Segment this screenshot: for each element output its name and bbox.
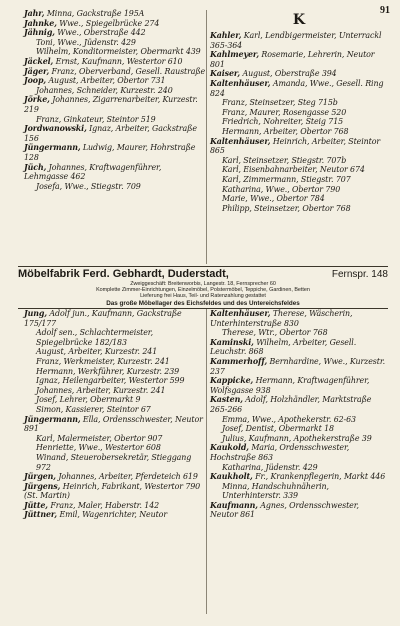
entry-surname: Kappicke, — [210, 376, 254, 386]
entry-details: Johannes, Schneider, Kurzestr. 240 — [36, 85, 173, 95]
entry-details: Adolf, Holzhändler, Marktstraße 265-266 — [210, 395, 372, 414]
entry-details: Winand, Steuerobersekretär, Stieggang 972 — [36, 452, 192, 472]
entry-details: Toni, Wwe., Jüdenstr. 429 — [36, 37, 136, 47]
directory-entry — [210, 501, 388, 520]
directory-entry — [210, 482, 388, 501]
directory-entry — [24, 182, 206, 192]
section-letter: K — [292, 12, 306, 28]
entry-details: Wwe., Spiegelbrücke 274 — [56, 18, 160, 28]
entry-details: Johannes, Zigarrenarbeiter, Kurzestr. 219 — [24, 95, 198, 114]
entry-surname: Jüngermann, — [24, 414, 81, 424]
directory-entry — [24, 124, 206, 143]
column-divider-top — [206, 10, 207, 264]
entry-details: Fr., Krankenpflegerin, Markt 446 — [252, 472, 386, 482]
entry-details: Simon, Kassierer, Steintor 67 — [36, 404, 151, 414]
entry-details: Emil, Wagenrichter, Neutor — [57, 510, 167, 520]
ad-line-1: Zweiggeschäft: Breitenworbis, Langestr. 18, Fernsprecher 60 — [130, 281, 276, 287]
entry-surname: Jüngermann, — [24, 143, 81, 153]
entry-details: August, Oberstraße 394 — [240, 69, 337, 79]
entry-surname: Kaminski, — [210, 337, 254, 347]
directory-entry — [24, 163, 206, 182]
directory-entry — [24, 434, 206, 444]
directory-entry — [210, 108, 388, 118]
entry-details: Adolf sen., Schlachtermeister, Spiegelbrücke 182/183 — [36, 328, 154, 347]
entry-details: Marie, Wwe., Obertor 784 — [222, 194, 325, 204]
ad-line-3: Lieferung frei Haus, Teil- und Ratenzahlung gestattet — [140, 293, 266, 300]
directory-entry — [24, 28, 206, 38]
ad-line-2: Komplette Zimmer-Einrichtungen, Einzelmöbel, Polstermöbel, Teppiche, Gardinen, Betten — [96, 287, 310, 294]
directory-entry — [210, 31, 388, 50]
entry-details: Therese, Wäscherin, Unterhinterstraße 830 — [210, 309, 353, 328]
directory-entry — [210, 98, 388, 108]
entry-details: Ignaz, Arbeiter, Gackstraße 156 — [24, 124, 197, 143]
entry-details: Hermann, Arbeiter, Obertor 768 — [222, 126, 349, 136]
directory-entry — [24, 453, 206, 472]
page-number: 91 — [380, 5, 390, 16]
entry-details: Josef, Dentist, Obermarkt 18 — [222, 424, 334, 434]
directory-entry — [24, 357, 206, 367]
entry-surname: Kaiser, — [210, 69, 241, 79]
entry-details: Ernst, Kaufmann, Westertor 610 — [53, 56, 183, 66]
entry-surname: Jahr, — [24, 9, 45, 18]
entry-details: Ella, Ordensschwester, Neutor 891 — [24, 414, 203, 434]
directory-entry — [210, 185, 388, 195]
entry-surname: Jürgen, — [24, 472, 56, 482]
entry-surname: Kahler, — [210, 31, 242, 40]
directory-entry — [210, 204, 388, 214]
directory-entry — [24, 405, 206, 415]
directory-entry — [24, 386, 206, 396]
entry-details: Franz, Maler, Haberstr. 142 — [47, 500, 160, 510]
directory-entry — [24, 328, 206, 347]
column-top-right-entries — [210, 31, 388, 213]
entry-surname: Kaufmann, — [210, 500, 258, 510]
directory-entry — [24, 501, 206, 511]
directory-entry — [210, 338, 388, 357]
entry-surname: Jüttner, — [24, 510, 58, 520]
column-top-right — [210, 9, 388, 213]
entry-details: Franz, Oberverband, Gesell. Raustraße — [49, 66, 206, 76]
directory-entry — [24, 143, 206, 162]
entry-details: Henriette, Wwe., Westertor 608 — [36, 443, 161, 453]
directory-entry — [210, 472, 388, 482]
directory-entry — [24, 309, 206, 328]
entry-details: Karl, Zimmermann, Stiegstr. 707 — [222, 174, 351, 184]
directory-entry — [210, 443, 388, 462]
directory-entry — [24, 86, 206, 96]
entry-details: Hermann, Kraftwagenführer, Wolfsgasse 938 — [210, 376, 370, 395]
entry-details: Franz, Ginkateur, Steintor 519 — [36, 114, 156, 124]
ad-slogan: Das große Möbellager des Eichsfeldes und des Untereichsfeldes — [106, 300, 300, 307]
entry-surname: Kaltenhäuser, — [210, 78, 271, 88]
entry-details: Wilhelm, Arbeiter, Gesell. Leuchstr. 868 — [210, 337, 357, 357]
entry-details: Amanda, Wwe., Gesell. Ring 824 — [210, 78, 384, 98]
entry-surname: Jähnig, — [24, 28, 55, 38]
entry-details: Maria, Ordensschwester, Hochstraße 863 — [210, 443, 350, 462]
directory-entry — [24, 95, 206, 114]
entry-details: Ludwig, Maurer, Hohrstraße 128 — [24, 143, 196, 162]
ad-details — [18, 281, 388, 300]
directory-entry — [210, 463, 388, 473]
entry-details: Heinrich, Fabrikant, Westertor 790 (St. Martin) — [24, 481, 201, 501]
entry-details: Hermann, Werkführer, Kurzestr. 239 — [36, 366, 180, 376]
entry-surname: Kaltenhäuser, — [210, 309, 271, 318]
entry-details: Minna, Gackstraße 195A — [44, 9, 145, 18]
entry-details: Julius, Kaufmann, Apothekerstraße 39 — [222, 433, 372, 443]
entry-details: Karl, Steinsetzer, Stiegstr. 707b — [222, 155, 347, 165]
entry-details: Wilhelm, Konditormeister, Obermarkt 439 — [36, 47, 201, 57]
entry-surname: Jahnke, — [24, 18, 57, 28]
entry-details: Rosemarie, Lehrerin, Neutor 801 — [210, 50, 375, 69]
column-bottom-right — [210, 309, 388, 520]
directory-entry — [210, 357, 388, 376]
entry-details: Johannes, Kraftwagenführer, Lehmgasse 462 — [24, 162, 162, 182]
directory-entry — [210, 50, 388, 69]
directory-entry — [24, 38, 206, 48]
entry-details: Friedrich, Nohreiter, Steig 715 — [222, 117, 344, 127]
directory-entry — [210, 395, 388, 414]
directory-entry — [24, 395, 206, 405]
entry-details: Josefa, Wwe., Stiegstr. 709 — [36, 181, 141, 191]
entry-details: Adolf jun., Kaufmann, Gackstraße 175/177 — [24, 309, 182, 328]
entry-details: Minna, Handschuhnäherin, Unterhinterstr. 339 — [222, 481, 329, 501]
directory-entry — [24, 415, 206, 434]
directory-entry — [210, 175, 388, 185]
directory-entry — [210, 415, 388, 425]
directory-entry — [24, 19, 206, 29]
entry-surname: Jürgens, — [24, 481, 61, 491]
entry-details: Franz, Steinsetzer, Steg 715b — [222, 98, 338, 108]
entry-details: Josef, Lehrer, Obermarkt 9 — [36, 395, 141, 405]
directory-entry — [210, 165, 388, 175]
directory-entry — [210, 434, 388, 444]
directory-entry — [24, 482, 206, 501]
directory-entry — [24, 47, 206, 57]
entry-details: August, Arbeiter, Obertor 731 — [46, 76, 166, 86]
directory-entry — [24, 115, 206, 125]
entry-details: Bernhardine, Wwe., Kurzestr. 237 — [210, 356, 386, 376]
entry-surname: Jung, — [24, 309, 47, 318]
directory-entry — [210, 79, 388, 98]
entry-surname: Jäckel, — [24, 56, 54, 66]
entry-details: August, Arbeiter, Kurzestr. 241 — [36, 347, 158, 357]
directory-entry — [210, 376, 388, 395]
entry-details: Franz, Maurer, Rosengasse 520 — [222, 107, 347, 117]
directory-entry — [210, 194, 388, 204]
entry-surname: Jüch, — [24, 162, 47, 172]
directory-entry — [24, 347, 206, 357]
entry-details: Katharina, Jüdenstr. 429 — [222, 462, 318, 472]
directory-entry — [24, 510, 206, 520]
entry-surname: Jordwanowski, — [24, 124, 87, 134]
entry-details: Heinrich, Arbeiter, Steintor 865 — [210, 136, 381, 156]
directory-entry — [24, 367, 206, 377]
entry-details: Therese, Wtr., Obertor 768 — [222, 328, 328, 338]
entry-surname: Kasten, — [210, 395, 243, 405]
ad-title: Möbelfabrik Ferd. Gebhardt, Duderstadt, — [18, 268, 229, 280]
entry-details: Wwe., Oberstraße 442 — [54, 28, 146, 38]
entry-surname: Kammerhoff, — [210, 356, 268, 366]
directory-entry — [24, 57, 206, 67]
directory-entry — [24, 67, 206, 77]
entry-surname: Kahlmeyer, — [210, 50, 260, 60]
directory-entry — [24, 9, 206, 19]
entry-details: Ignaz, Heilengarbeiter, Westertor 599 — [36, 376, 185, 386]
directory-entry — [210, 156, 388, 166]
directory-entry — [24, 443, 206, 453]
advertisement-banner — [18, 266, 388, 309]
entry-surname: Jörke, — [24, 95, 50, 105]
column-bottom-left — [24, 309, 206, 520]
directory-entry — [210, 117, 388, 127]
entry-surname: Jütte, — [24, 500, 48, 510]
ad-phone: Fernspr. 148 — [331, 269, 388, 280]
entry-surname: Jäger, — [24, 66, 50, 76]
entry-details: Karl, Malermeister, Obertor 907 — [36, 433, 163, 443]
directory-entry — [24, 376, 206, 386]
entry-details: Karl, Eisenbahnarbeiter, Neutor 674 — [222, 165, 365, 175]
directory-entry — [210, 137, 388, 156]
directory-entry — [210, 69, 388, 79]
entry-surname: Kaukold, — [210, 443, 249, 453]
entry-details: Katharina, Wwe., Obertor 790 — [222, 184, 341, 194]
entry-details: Johannes, Arbeiter, Pferdeteich 619 — [55, 472, 198, 482]
entry-details: Johannes, Arbeiter, Kurzestr. 241 — [36, 385, 166, 395]
entry-details: Emma, Wwe., Apothekerstr. 62-63 — [222, 414, 356, 424]
entry-details: Philipp, Steinsetzer, Obertor 768 — [222, 203, 351, 213]
entry-details: Franz, Werkmeister, Kurzestr. 241 — [36, 356, 170, 366]
entry-surname: Joop, — [24, 76, 47, 86]
column-top-left — [24, 9, 206, 191]
directory-entry — [210, 424, 388, 434]
entry-details: Agnes, Ordensschwester, Neutor 861 — [210, 500, 359, 520]
directory-entry — [24, 76, 206, 86]
directory-entry — [210, 127, 388, 137]
directory-entry — [210, 328, 388, 338]
directory-entry — [210, 309, 388, 328]
entry-surname: Kaltenhäuser, — [210, 136, 271, 146]
entry-details: Karl, Lendbigermeister, Unterrackl 365-364 — [210, 31, 382, 50]
entry-surname: Kaukholt, — [210, 472, 253, 482]
column-divider-bottom — [206, 309, 207, 614]
directory-entry — [24, 472, 206, 482]
